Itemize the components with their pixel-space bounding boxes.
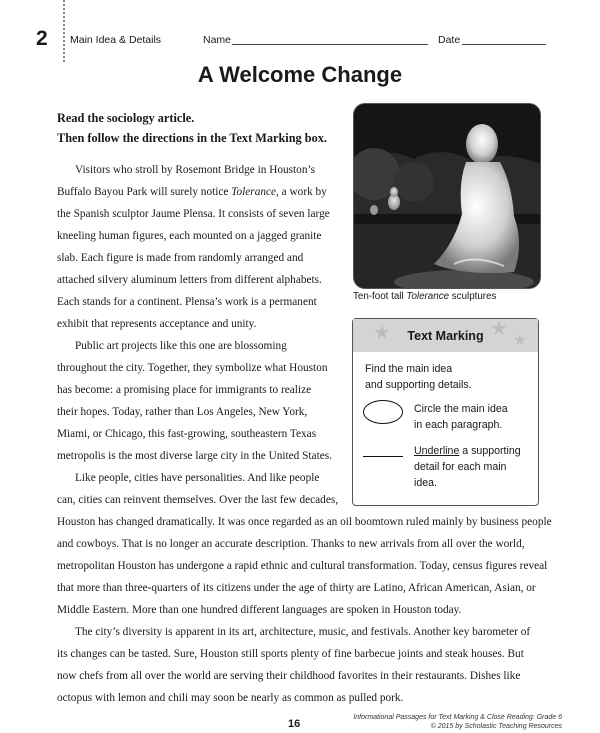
- paragraph-line: octopus with lemon and chili may soon be nearly as common as pulled pork.: [57, 692, 404, 704]
- underline-line: idea.: [414, 477, 437, 489]
- paragraph-line: Public art projects like this one are blossoming: [75, 340, 287, 352]
- underline-line: detail for each main: [414, 461, 507, 473]
- paragraph-line: metropolitan Houston has undergone a rapid ethnic and cultural transformation. Today, census figures reveal: [57, 560, 548, 572]
- paragraph-line: Each stands for a continent. Plensa’s work is a permanent: [57, 296, 317, 308]
- paragraph-line: their hopes. Today, rather than Los Angeles, New York,: [57, 406, 308, 418]
- date-label: Date: [438, 34, 461, 46]
- line-text: , a work by: [276, 186, 327, 198]
- paragraph-line: slab. Each figure is made from randomly arranged and: [57, 252, 304, 264]
- paragraph-line: kneeling human figures, each mounted on a jagged granite: [57, 230, 322, 242]
- paragraph-line: Like people, cities have personalities. And like people: [75, 472, 320, 484]
- star-icon: ★: [513, 333, 527, 349]
- book-title-footer: Informational Passages for Text Marking & Close Reading: Grade 6: [353, 714, 562, 721]
- paragraph-line: throughout the city. Together, they symbolize what Houston: [57, 362, 328, 374]
- paragraph-line: and cowboys. That is no longer an accurate description. Thanks to new arrivals from all over the world,: [57, 538, 525, 550]
- underline-line: a supporting: [459, 445, 521, 457]
- intro-line: Find the main idea: [365, 363, 453, 375]
- underline-mark-icon: [363, 456, 403, 457]
- paragraph-line: its changes can be tasted. Sure, Houston still sports plenty of fine barbecue joints and steak houses. But: [57, 648, 524, 660]
- paragraph-line: can, cities can reinvent themselves. Over the last few decades,: [57, 494, 339, 506]
- line-italic: Tolerance: [231, 186, 277, 198]
- paragraph-line: Middle Eastern. More than one hundred different languages are spoken in Houston today.: [57, 604, 462, 616]
- paragraph-line: Visitors who stroll by Rosemont Bridge in Houston’s: [75, 164, 316, 176]
- paragraph-line: has become: a promising place for immigrants to realize: [57, 384, 312, 396]
- caption-italic: Tolerance: [406, 291, 450, 302]
- underline-instruction: [414, 443, 521, 491]
- unit-number: 2: [36, 27, 48, 50]
- circle-line: Circle the main idea: [414, 403, 508, 415]
- paragraph-line: Houston has changed dramatically. It was once regarded as an oil boomtown ruled mainly by business people: [57, 516, 552, 528]
- circle-line: in each paragraph.: [414, 419, 503, 431]
- copyright-footer: © 2015 by Scholastic Teaching Resources: [430, 723, 562, 730]
- paragraph-line: metropolis is the most diverse large city in the United States.: [57, 450, 332, 462]
- paragraph-line: [57, 185, 327, 199]
- page-title: A Welcome Change: [197, 62, 403, 87]
- sculpture-illustration: [354, 104, 540, 288]
- star-icon: ★: [373, 322, 391, 344]
- underline-word: Underline: [414, 445, 460, 457]
- name-label: Name: [203, 34, 232, 46]
- header-divider: [63, 0, 65, 62]
- instruction-line: Then follow the directions in the Text Marking box.: [57, 131, 327, 145]
- paragraph-line: now chefs from all over the world are serving their childhood favorites in their restaurants. Dishes like: [57, 670, 521, 682]
- text-marking-title: Text Marking: [407, 329, 484, 343]
- paragraph-line: exhibit that represents acceptance and unity.: [57, 318, 257, 330]
- paragraph-line: attached silvery aluminum letters from different alphabets.: [57, 274, 322, 286]
- circle-mark-icon: [363, 400, 403, 424]
- paragraph-line: that more than three-quarters of its citizens under the age of thirty are Latino, African American, Asian, or: [57, 582, 536, 594]
- star-icon: ★: [490, 318, 508, 340]
- line-text: Buffalo Bayou Park will surely notice: [57, 186, 232, 198]
- name-field[interactable]: [232, 44, 428, 45]
- text-marking-box: [352, 318, 539, 506]
- instructions: [57, 108, 357, 148]
- paragraph-line: The city’s diversity is apparent in its art, architecture, music, and festivals. Another key barometer of: [75, 626, 531, 638]
- paragraph-line: Miami, or Chicago, this fast-growing, southeastern Texas: [57, 428, 317, 440]
- intro-line: and supporting details.: [365, 379, 472, 391]
- date-field[interactable]: [462, 44, 546, 45]
- paragraph-line: the Spanish sculptor Jaume Plensa. It consists of seven large: [57, 208, 330, 220]
- instruction-line: Read the sociology article.: [57, 111, 195, 125]
- page-number: 16: [288, 718, 301, 730]
- sculpture-photo: [353, 103, 541, 289]
- unit-label: Main Idea & Details: [70, 34, 162, 46]
- circle-instruction: [414, 401, 508, 433]
- text-marking-intro: [365, 361, 472, 393]
- caption-text: Ten-foot tall: [353, 291, 407, 302]
- photo-caption: [353, 291, 496, 302]
- caption-text-end: sculptures: [449, 291, 497, 302]
